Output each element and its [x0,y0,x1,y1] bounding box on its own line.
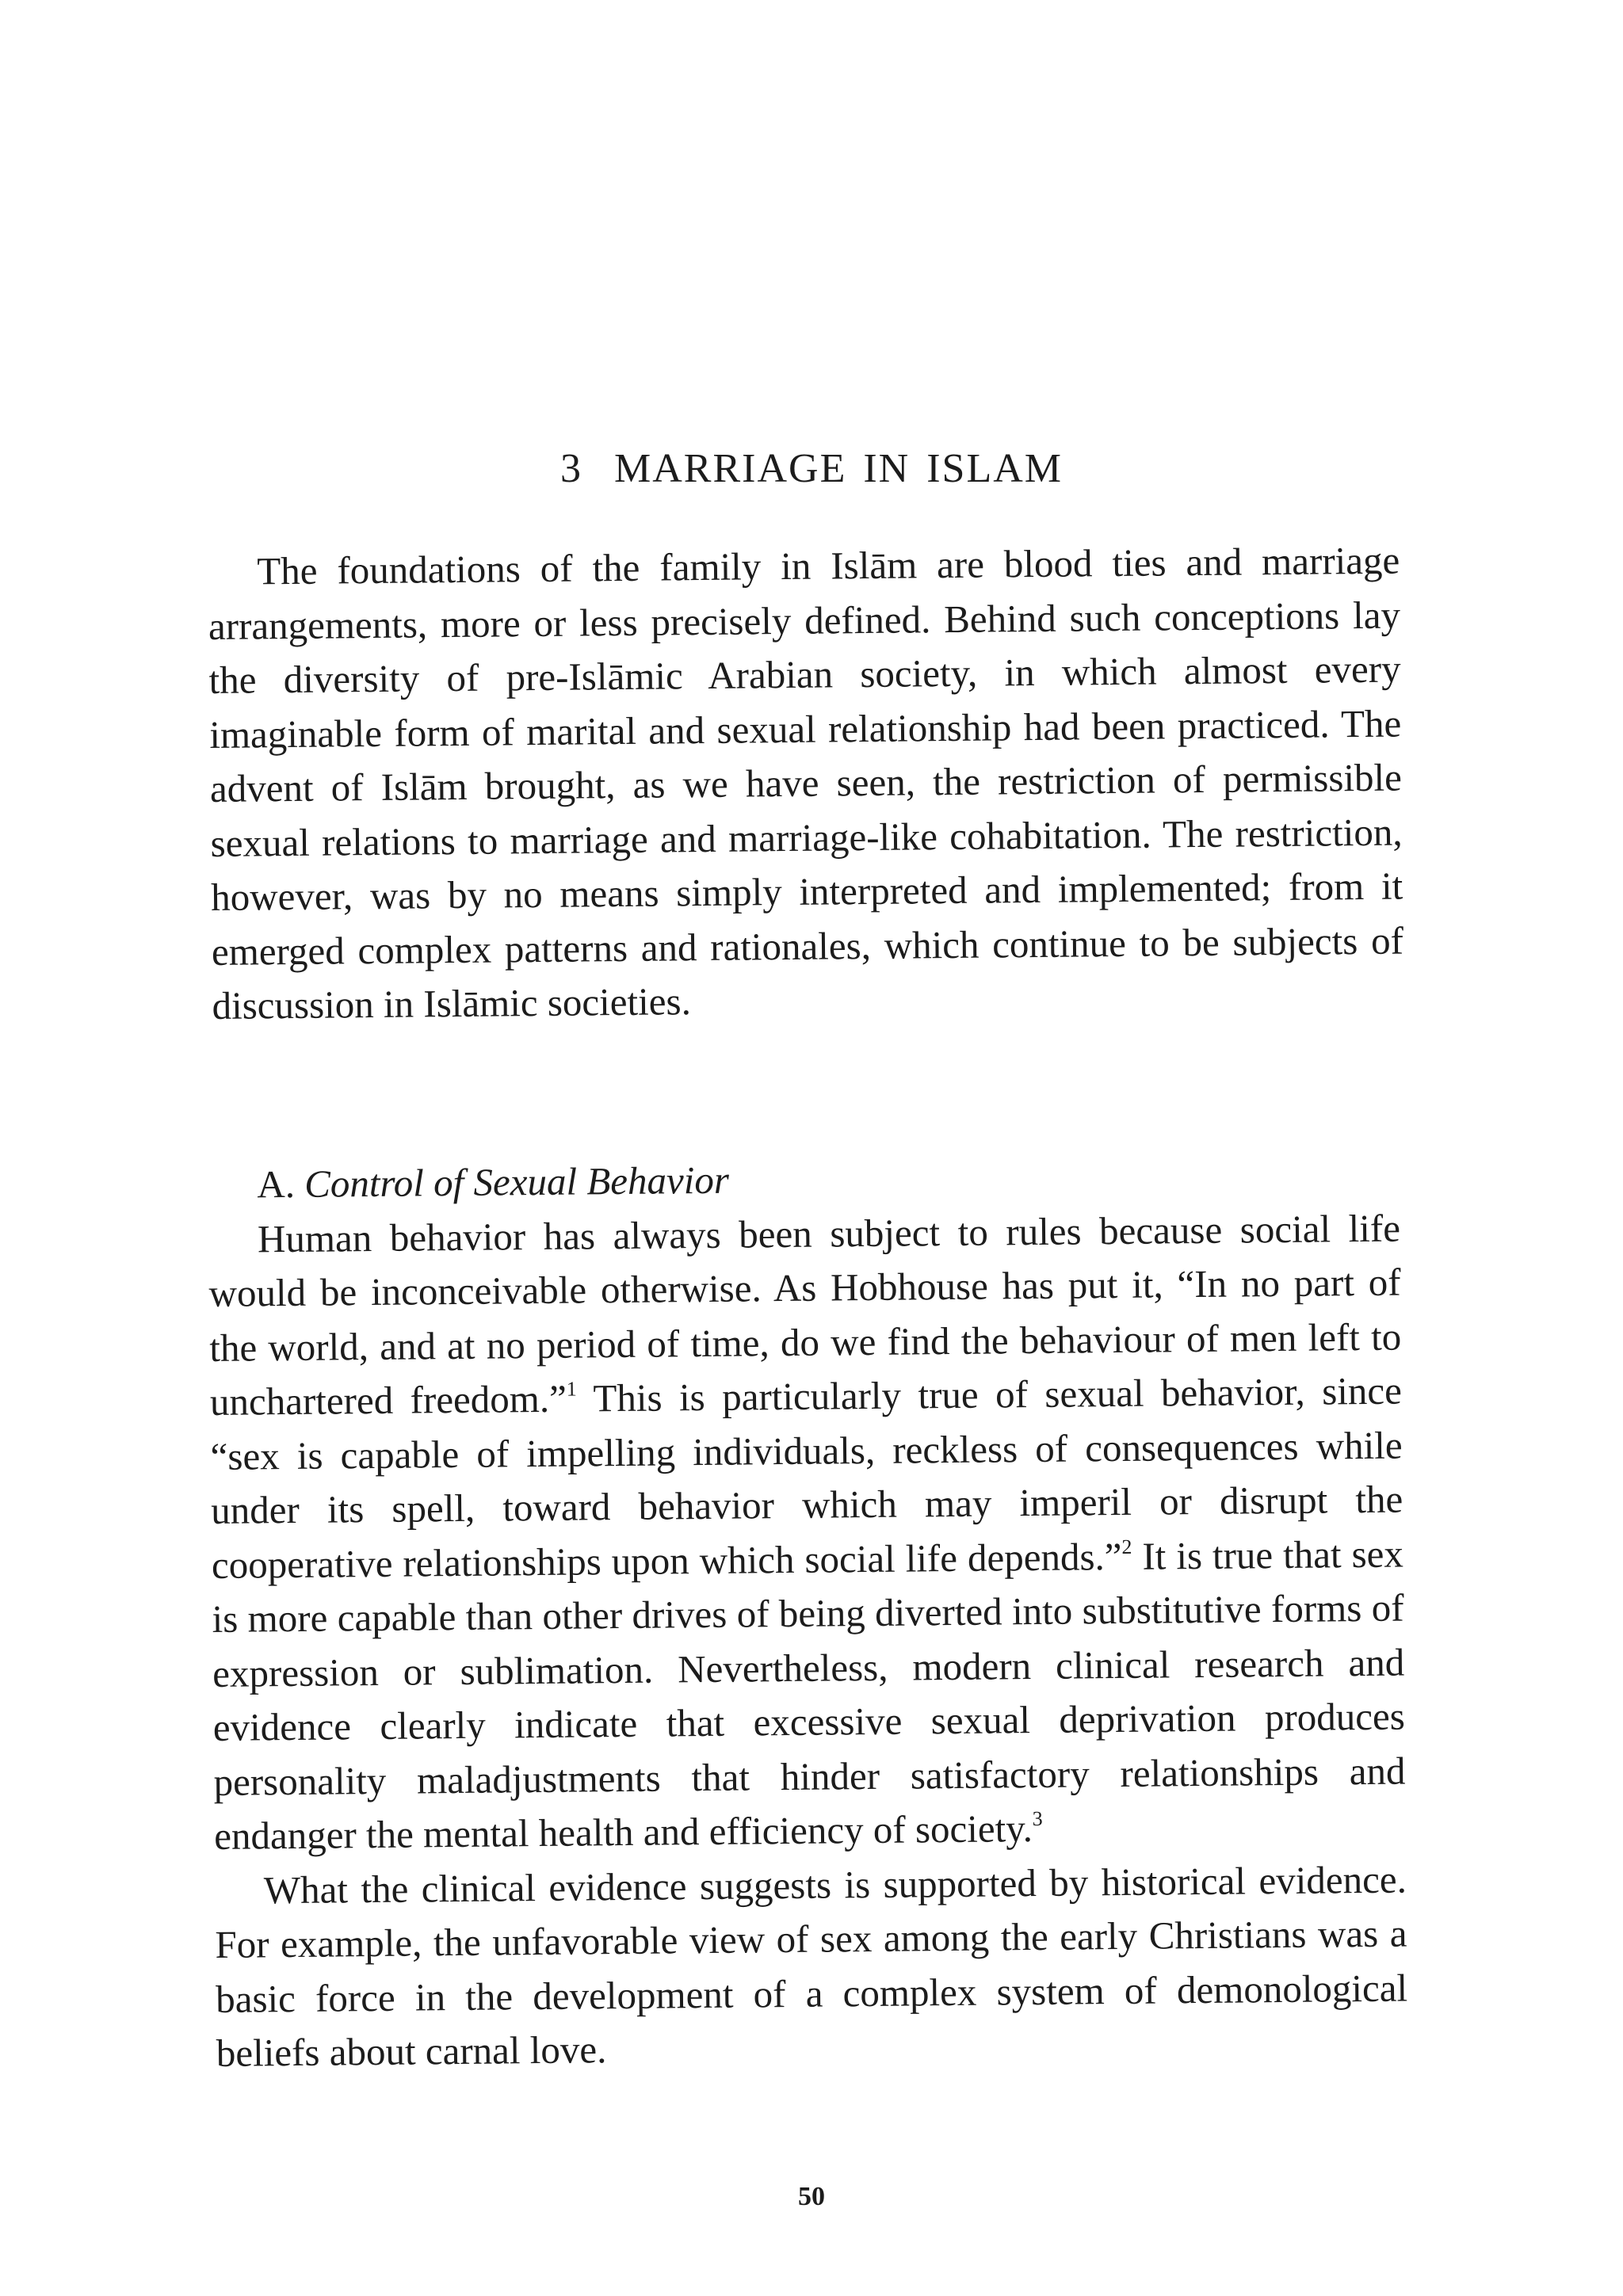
paragraph-text-part-3: It is true that sex is more capable than other drives of being diverted into substitutive forms of expression or sublimation. Nevertheless, modern clinical research and evidence clearly indicate that excessive sexual deprivation produces personality maladjustments that hinder satisfactory relationships and endanger the mental health and efficiency of society. [212,1531,1406,1858]
chapter-number: 3 [560,446,582,491]
section-title: Control of Sexual Behavior [304,1158,730,1206]
footnote-ref-1[interactable]: 1 [566,1377,577,1401]
intro-paragraph: The foundations of the family in Islām are blood ties and marriage arrangements, more or less precisely defined. Behind such conceptions lay the diversity of pre-Islāmic Arabian society, in which almost every imaginable form of marital and sexual relationship had been practiced. The advent of Islām brought, as we have seen, the restriction of permissible sexual relations to marriage and marriage-like cohabitation. The restriction, however, was by no means simply interpreted and implemented; from it emerged complex patterns and rationales, which continue to be subjects of discussion in Islāmic societies. [208,538,1404,1028]
chapter-heading [0,445,1623,492]
intro-block [208,534,1404,1034]
footnote-ref-2[interactable]: 2 [1121,1535,1132,1558]
section-a-paragraph-2: What the clinical evidence suggests is supported by historical evidence. For example, the unfavorable view of sex among the early Christians was a basic force in the development of a complex system of demonological beliefs about carnal love. [215,1857,1408,2075]
section-a-paragraph-1 [208,1201,1407,1863]
section-a-block [208,1147,1408,2081]
chapter-title: MARRIAGE IN ISLAM [614,446,1063,491]
paragraph-text-part-1: Human behavior has always been subject to rules because social life would be inconceivable otherwise. As Hobhouse has put it, “In no part of the world, and at no period of time, do we find the behaviour of men left to unchartered freedom.” [208,1206,1402,1424]
page-number: 50 [798,2182,825,2211]
paragraph-text-part-2: This is particularly true of sexual behavior, since “sex is capable of impelling individuals, reckless of consequences while under its spell, toward behavior which may imperil or disrupt the cooperative relationships upon which social life depends.” [210,1368,1403,1587]
section-letter: A. [257,1161,296,1207]
footnote-ref-3[interactable]: 3 [1032,1806,1043,1831]
